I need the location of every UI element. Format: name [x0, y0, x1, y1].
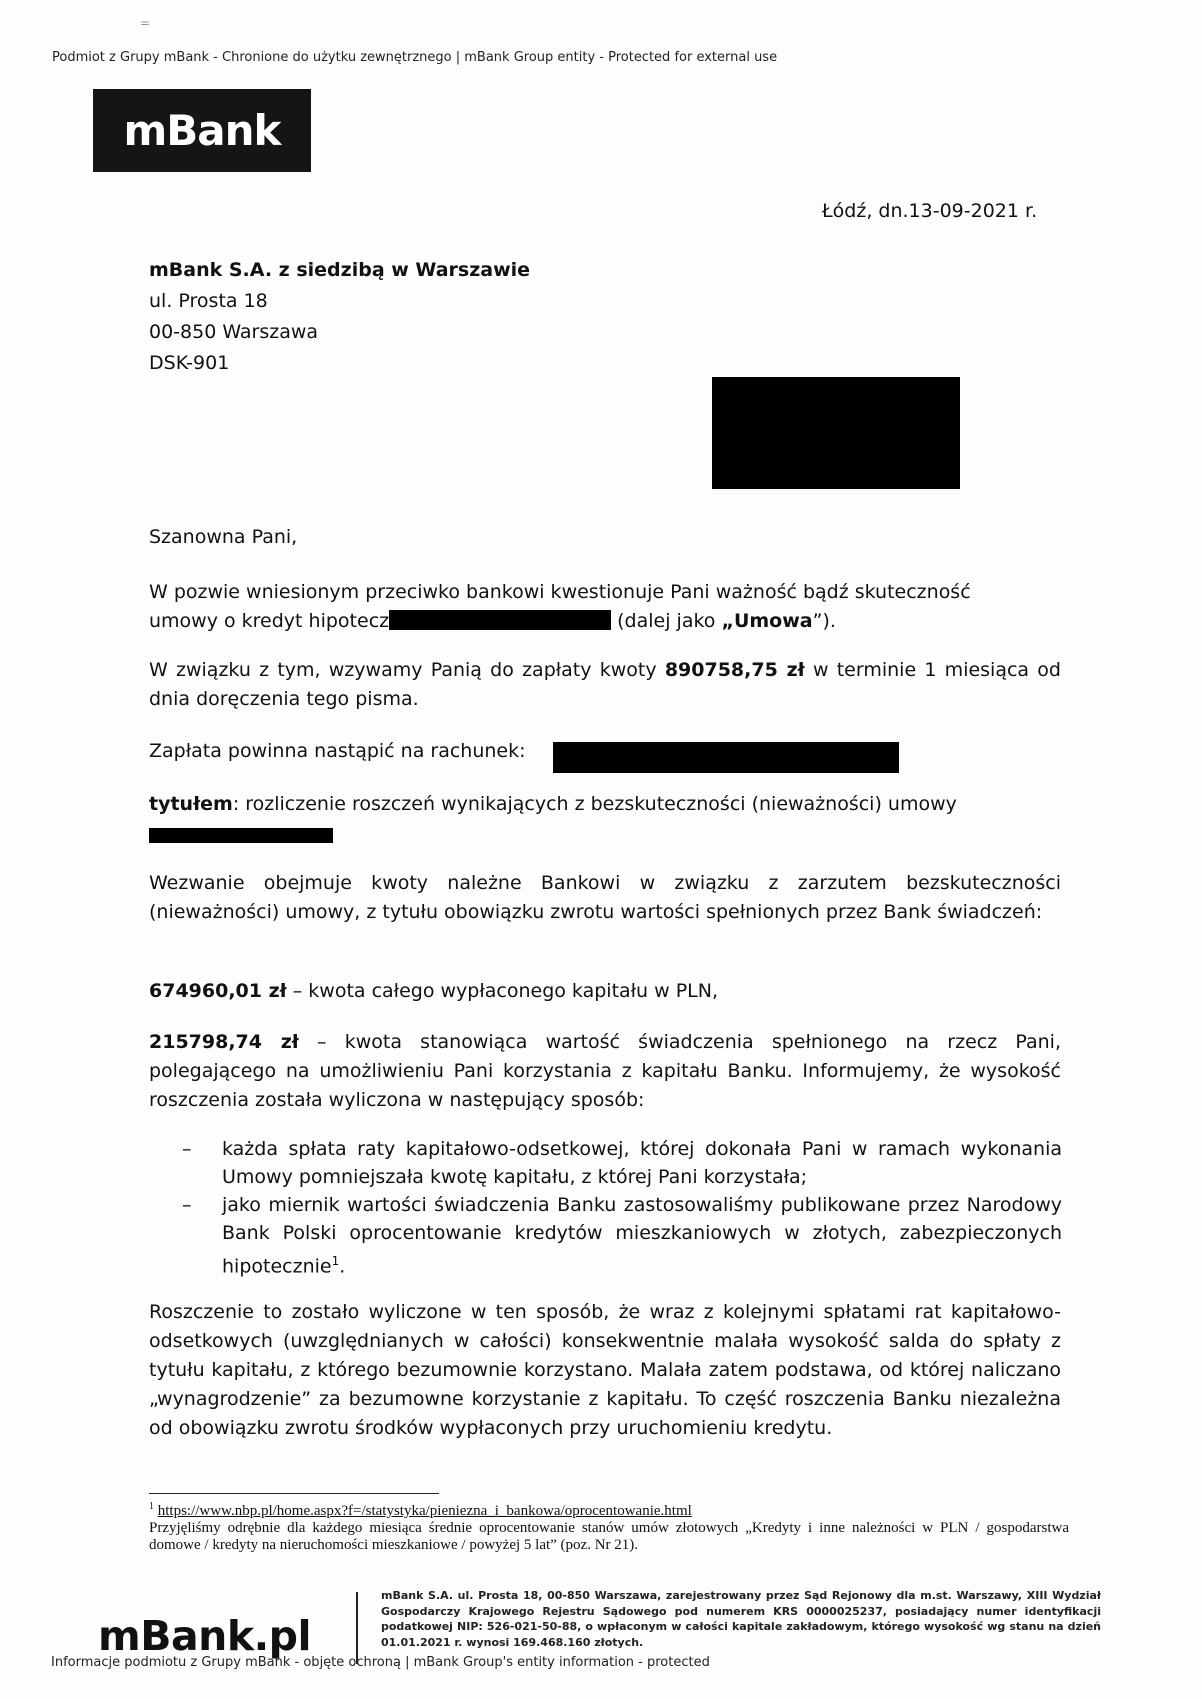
footnote-url-line	[149, 1498, 1069, 1520]
redacted-recipient-block	[712, 377, 960, 489]
top-protection-notice: Podmiot z Grupy mBank - Chronione do użytku zewnętrznego | mBank Group entity - Protected for external use	[52, 50, 778, 65]
footer-legal-text: mBank S.A. ul. Prosta 18, 00-850 Warszawa, zarejestrowany przez Sąd Rejonowy dla m.st. Warszawy, XIII Wydział Gospodarczy Krajowego Rejestru Sądowego pod numerem KRS 0000025237, posiadający numer identyfikacji podatkowej NIP: 526-021-50-88, o wpłaconym w całości kapitale zakładowym, którego wysokość wg stanu na dzień 01.01.2021 r. wynosi 169.468.160 złotych.	[381, 1589, 1101, 1649]
title-text: : rozliczenie roszczeń wynikających z bezskuteczności (nieważności) umowy	[232, 793, 957, 815]
footer-protection-notice: Informacje podmiotu z Grupy mBank - objęte ochroną | mBank Group's entity information - protected	[51, 1655, 710, 1670]
paragraph-summons: Wezwanie obejmuje kwoty należne Bankowi w związku z zarzutem bezskuteczności (nieważności) umowy, z tytułu obowiązku zwrotu wartości spełnionych przez Bank świadczeń:	[149, 872, 1061, 923]
paragraph-claim-end: ”).	[812, 610, 836, 632]
paragraph-capital	[149, 977, 1061, 1006]
demand-pre: W związku z tym, wzywamy Panią do zapłaty kwoty	[149, 659, 665, 681]
footnote	[149, 1498, 1069, 1554]
logo-text: mBank	[123, 106, 281, 155]
paragraph-demand	[149, 656, 1061, 714]
footnote-text: Przyjęliśmy odrębnie dla każdego miesiąca średnie oprocentowanie stanów umów złotowych „Kredyty i inne należności w PLN / gospodarstwa domowe / kredyty na nieruchomości mieszkaniowe / powyżej 5 lat” (poz. Nr 21).	[149, 1520, 1069, 1553]
footnote-url[interactable]: https://www.nbp.pl/home.aspx?f=/statystyka/pieniezna_i_bankowa/oprocentowanie.html	[157, 1503, 692, 1519]
sender-dept: DSK-901	[149, 352, 230, 374]
sender-address	[149, 255, 530, 379]
sender-name: mBank S.A. z siedzibą w Warszawie	[149, 259, 531, 281]
sender-street: ul. Prosta 18	[149, 290, 268, 312]
bullet-dash: –	[182, 1138, 192, 1160]
list-item-text-body: jako miernik wartości świadczenia Banku zastosowaliśmy publikowane przez Narodowy Bank Polski oprocentowanie kredytów mieszkaniowych w złotych, zabezpieczonych hipotecznie	[222, 1194, 1062, 1278]
date-line: Łódź, dn.13-09-2021 r.	[822, 200, 1038, 222]
paragraph-claim-pre: umowy o kredyt hipotecz	[149, 610, 390, 632]
calculation-list	[182, 1135, 1062, 1280]
demand-amount: 890758,75 zł	[664, 659, 805, 681]
list-item-text: każda spłata raty kapitałowo-odsetkowej, której dokonała Pani w ramach wykonania Umowy pomniejszała kwotę kapitału, z której Pani korzystała;	[222, 1138, 1062, 1188]
scan-mark: =	[140, 16, 151, 30]
greeting: Szanowna Pani,	[149, 526, 298, 548]
paragraph-claim	[149, 578, 1061, 636]
paragraph-claim-line1: W pozwie wniesionym przeciwko bankowi kwestionuje Pani ważność bądź skuteczność	[149, 581, 971, 603]
list-item-text	[222, 1191, 1062, 1280]
paragraph-benefit	[149, 1028, 1061, 1115]
umowa-term: „Umowa	[721, 610, 813, 632]
demand-post: w terminie 1 miesiąca od dnia doręczenia tego pisma.	[149, 659, 1061, 710]
redacted-account-number	[553, 742, 899, 773]
benefit-text: – kwota stanowiąca wartość świadczenia spełnionego na rzecz Pani, polegającego na umożliwieniu Pani korzystania z kapitału Banku. Informujemy, że wysokość roszczenia została wyliczona w następujący sposób:	[149, 1031, 1061, 1111]
footer-separator	[356, 1592, 358, 1664]
footnote-ref: 1	[331, 1254, 340, 1268]
mbank-logo	[93, 89, 311, 172]
benefit-amount: 215798,74 zł	[149, 1031, 299, 1053]
footer-logo: mBank.pl	[98, 1612, 312, 1660]
sender-city: 00-850 Warszawa	[149, 321, 319, 343]
redacted-contract-number	[389, 610, 611, 630]
footnote-rule	[149, 1493, 439, 1494]
paragraph-title	[149, 790, 1061, 819]
paragraph-claim-post: (dalej jako	[611, 610, 722, 632]
paragraph-account: Zapłata powinna nastąpić na rachunek:	[149, 740, 526, 762]
list-item	[182, 1191, 1062, 1280]
capital-text: – kwota całego wypłaconego kapitału w PLN,	[286, 980, 719, 1002]
title-label: tytułem	[149, 793, 233, 815]
capital-amount: 674960,01 zł	[149, 980, 287, 1002]
footnote-marker: 1	[149, 1501, 154, 1512]
redacted-contract-number-2	[149, 828, 333, 843]
bullet-dash: –	[182, 1194, 192, 1216]
paragraph-claim-line2	[149, 607, 1061, 636]
list-item	[182, 1135, 1062, 1191]
paragraph-calculation: Roszczenie to zostało wyliczone w ten sposób, że wraz z kolejnymi spłatami rat kapitałowo-odsetkowych (uwzględnianych w całości) konsekwentnie malała wysokość salda do spłaty z tytułu kapitału, z którego bezumownie korzystano. Malała zatem podstawa, od której naliczano „wynagrodzenie” za bezumowne korzystanie z kapitału. To część roszczenia Banku niezależna od obowiązku zwrotu środków wypłaconych przy uruchomieniu kredytu.	[149, 1301, 1061, 1439]
list-item-end: .	[339, 1255, 346, 1278]
